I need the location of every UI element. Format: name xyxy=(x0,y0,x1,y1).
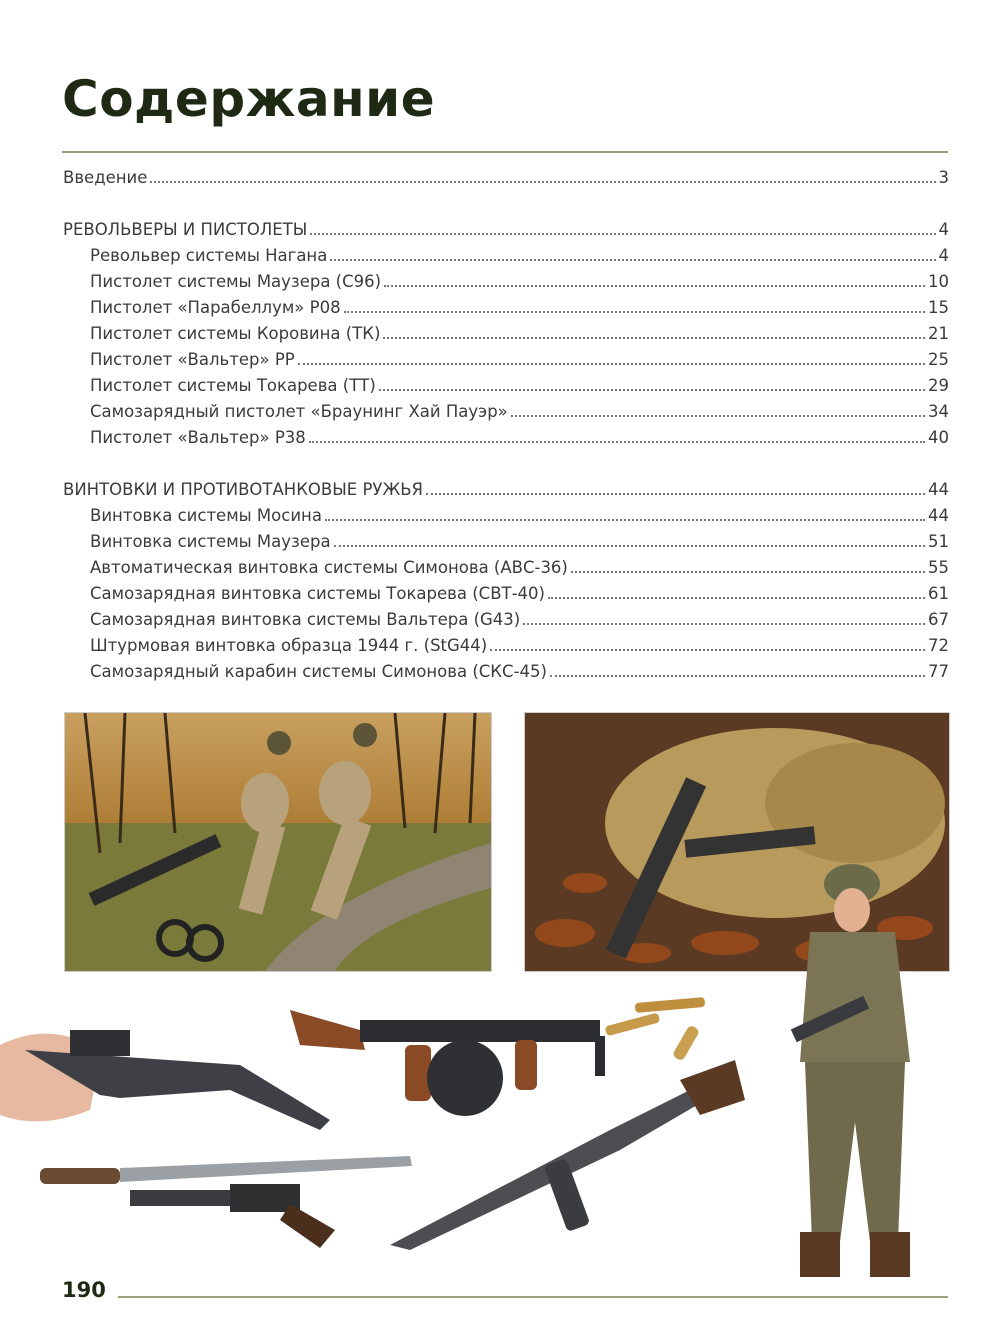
toc-entry-page: 3 xyxy=(938,168,949,187)
cartridges-icon xyxy=(600,990,720,1060)
toc-entry-label: Автоматическая винтовка системы Симонова (АВС-36) xyxy=(90,558,568,577)
toc-section-page: 44 xyxy=(928,480,949,499)
toc-entry-label: Пистолет системы Маузера (С96) xyxy=(90,272,382,291)
title-divider xyxy=(62,151,948,153)
toc-entry[interactable] xyxy=(63,350,949,376)
stg44-assault-rifle-icon xyxy=(390,1060,750,1250)
hand-holding-pistol-icon xyxy=(0,1020,340,1130)
page-number: 190 xyxy=(62,1278,106,1302)
dot-leader xyxy=(334,545,925,547)
toc-entry-page: 72 xyxy=(928,636,949,655)
dot-leader xyxy=(383,337,925,339)
toc-section-label: РЕВОЛЬВЕРЫ И ПИСТОЛЕТЫ xyxy=(63,220,308,239)
dot-leader xyxy=(384,285,925,287)
dot-leader xyxy=(426,493,925,495)
toc-entry[interactable] xyxy=(63,298,949,324)
dot-leader xyxy=(571,571,925,573)
toc-section-heading[interactable] xyxy=(63,220,949,246)
dot-leader xyxy=(298,363,925,365)
soldiers-forest-illustration xyxy=(65,713,491,971)
toc-entry-label: Самозарядная винтовка системы Токарева (СВТ-40) xyxy=(90,584,545,603)
dot-leader xyxy=(309,441,925,443)
toc-entry-label: Самозарядный пистолет «Браунинг Хай Пауэр» xyxy=(90,402,508,421)
dot-leader xyxy=(379,389,925,391)
toc-section-page: 4 xyxy=(938,220,949,239)
toc-entry-page: 21 xyxy=(928,324,949,343)
dot-leader xyxy=(150,181,935,183)
toc-entry[interactable] xyxy=(63,584,949,610)
dot-leader xyxy=(523,623,925,625)
toc-entry-page: 34 xyxy=(928,402,949,421)
footer-divider xyxy=(118,1296,948,1298)
dot-leader xyxy=(548,597,925,599)
toc-entry-label: Винтовка системы Маузера xyxy=(90,532,331,551)
dot-leader xyxy=(330,259,935,261)
toc-entry-page: 10 xyxy=(928,272,949,291)
soldier-in-camouflage-icon xyxy=(780,862,930,1302)
toc-entry-page: 15 xyxy=(928,298,949,317)
toc-entry-page: 4 xyxy=(938,246,949,265)
toc-entry[interactable] xyxy=(63,662,949,688)
toc-entry[interactable] xyxy=(63,532,949,558)
toc-entry[interactable] xyxy=(63,272,949,298)
toc-entry-page: 67 xyxy=(928,610,949,629)
toc-entry-label: Винтовка системы Мосина xyxy=(90,506,322,525)
toc-entry-label: Револьвер системы Нагана xyxy=(90,246,328,265)
toc-entry-page: 51 xyxy=(928,532,949,551)
toc-entry[interactable] xyxy=(63,610,949,636)
toc-entry[interactable] xyxy=(63,558,949,584)
toc-entry-label: Пистолет «Вальтер» РР xyxy=(90,350,295,369)
toc-entry[interactable] xyxy=(63,376,949,402)
toc-entry-page: 55 xyxy=(928,558,949,577)
toc-entry-label: Пистолет «Вальтер» Р38 xyxy=(90,428,306,447)
dot-leader xyxy=(511,415,925,417)
photo-soldiers-with-machine-gun xyxy=(64,712,492,972)
toc-entry[interactable] xyxy=(63,636,949,662)
toc-entry-page: 25 xyxy=(928,350,949,369)
toc-entry[interactable] xyxy=(63,402,949,428)
toc-section-label: ВИНТОВКИ И ПРОТИВОТАНКОВЫЕ РУЖЬЯ xyxy=(63,480,424,499)
toc-entry[interactable] xyxy=(63,428,949,454)
dot-leader xyxy=(550,675,925,677)
dot-leader xyxy=(490,649,925,651)
toc-entry-intro[interactable] xyxy=(63,168,949,194)
toc-entry-label: Пистолет «Парабеллум» Р08 xyxy=(90,298,341,317)
toc-entry[interactable] xyxy=(63,506,949,532)
toc-entry-label: Введение xyxy=(63,168,148,187)
toc-section-heading[interactable] xyxy=(63,480,949,506)
toc-entry-page: 29 xyxy=(928,376,949,395)
dot-leader xyxy=(310,233,935,235)
toc-entry-page: 61 xyxy=(928,584,949,603)
toc-entry-page: 44 xyxy=(928,506,949,525)
toc-entry-label: Пистолет системы Коровина (ТК) xyxy=(90,324,381,343)
mauser-c96-pistol-icon xyxy=(130,1180,350,1250)
toc-entry[interactable] xyxy=(63,324,949,350)
toc-entry[interactable] xyxy=(63,246,949,272)
page-title: Содержание xyxy=(62,70,436,128)
dot-leader xyxy=(344,311,925,313)
toc-entry-label: Пистолет системы Токарева (ТТ) xyxy=(90,376,376,395)
toc-entry-label: Самозарядный карабин системы Симонова (СКС-45) xyxy=(90,662,547,681)
toc-entry-label: Штурмовая винтовка образца 1944 г. (StG44) xyxy=(90,636,488,655)
toc-entry-page: 40 xyxy=(928,428,949,447)
table-of-contents xyxy=(63,168,949,688)
toc-entry-label: Самозарядная винтовка системы Вальтера (G43) xyxy=(90,610,521,629)
toc-entry-page: 77 xyxy=(928,662,949,681)
dot-leader xyxy=(325,519,925,521)
